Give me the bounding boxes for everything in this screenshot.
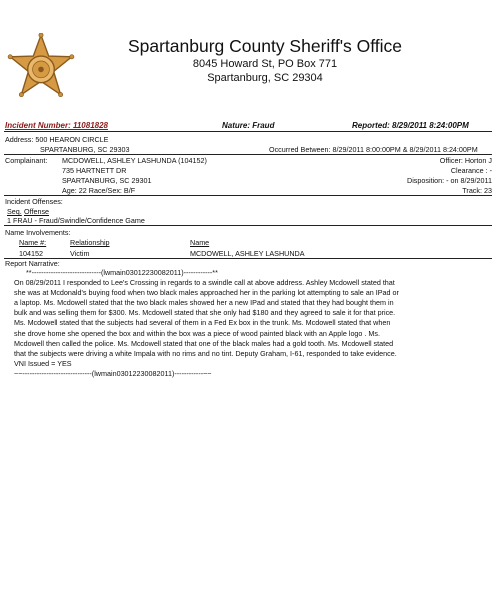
narrative-line: she was at Mcdonald's buying food when two black males approached her in the parking lot attempting to sale an IPad or	[14, 288, 399, 298]
offenses-heading: Incident Offenses:	[5, 197, 63, 206]
track: Track: 23	[462, 186, 492, 195]
officer: Officer: Horton J	[439, 156, 492, 165]
incident-reported: Reported: 8/29/2011 8:24:00PM	[352, 121, 469, 130]
involvement-name: MCDOWELL, ASHLEY LASHUNDA	[190, 249, 305, 258]
sheriff-star-badge-icon	[6, 33, 76, 103]
involvements-col-name: Name	[190, 238, 210, 247]
divider	[4, 195, 492, 196]
divider	[4, 154, 492, 155]
complainant-age-race: Age: 22 Race/Sex: B/F	[62, 186, 136, 195]
divider	[4, 258, 492, 259]
narrative-line: ~~-----------------------------(lwmain03012230082011)------------~~	[14, 368, 212, 378]
involvement-relationship: Victim	[70, 249, 90, 258]
incident-occurred: Occurred Between: 8/29/2011 8:00:00PM & 8/29/2011 8:24:00PM	[269, 145, 478, 154]
involvement-number: 104152	[19, 249, 43, 258]
agency-address-line2: Spartanburg, SC 29304	[207, 72, 323, 84]
clearance: Clearance : -	[450, 166, 492, 175]
narrative-line: that the subjects were driving a white Impala with no rims and no tint. Deputy Graham, I-61, responded to take evidence.	[14, 348, 397, 358]
narrative-line: Mcdowell then called the police. Ms. Mcdowell stated that one of the black males had a gold tooth. Ms. Mcdowell stated	[14, 338, 394, 348]
narrative-line: On 08/29/2011 I responded to Lee's Crossing in regards to a swindle call at above address. Ashley Mcdowell stated that	[14, 278, 395, 288]
incident-number: Incident Number: 11081828	[5, 121, 109, 130]
narrative-line: Ms. Mcdowell stated that the subjects had several of them in a Fed Ex box in the trunk. Ms. Mcdowell stated that when	[14, 318, 391, 328]
agency-address-line1: 8045 Howard St, PO Box 771	[192, 58, 338, 70]
disposition: Disposition: - on 8/29/2011	[407, 176, 492, 185]
narrative-line: she drove home she opened the box and within the box was a piece of wood painted black with an Apple logo . Ms.	[14, 328, 381, 338]
complainant-name: MCDOWELL, ASHLEY LASHUNDA (104152)	[62, 156, 207, 165]
offense-row: 1 FRAU - Fraud/Swindle/Confidence Game	[7, 216, 145, 225]
narrative-line: bulk and was selling them for $300. Ms. Mcdowell stated that she only had $180 and they agreed to sale it for that price.	[14, 308, 396, 318]
divider	[4, 225, 492, 226]
offenses-col-seq: Seq.	[7, 207, 22, 216]
narrative-text	[14, 268, 488, 379]
incident-nature: Nature: Fraud	[222, 121, 275, 130]
narrative-line: a laptop. Ms. Mcdowell stated that the two black males showed her a new IPad and stated that they had bought them in	[14, 298, 394, 308]
complainant-label: Complainant:	[5, 156, 48, 165]
incident-address: Address: 500 HEARON CIRCLE	[5, 135, 109, 144]
narrative-line: VNI Issued = YES	[14, 358, 72, 368]
complainant-street: 735 HARTNETT DR	[62, 166, 127, 175]
narrative-line: **-----------------------------(lwmain03012230082011)------------**	[26, 268, 218, 277]
complainant-city: SPARTANBURG, SC 29301	[62, 176, 152, 185]
divider	[4, 131, 492, 132]
incident-city: SPARTANBURG, SC 29303	[40, 145, 130, 154]
involvements-heading: Name Involvements:	[5, 228, 71, 237]
agency-title: Spartanburg County Sheriff's Office	[127, 36, 403, 56]
narrative-heading: Report Narrative:	[5, 259, 60, 268]
offenses-col-offense: Offense	[24, 207, 50, 216]
involvements-col-number: Name #:	[19, 238, 47, 247]
involvements-col-relationship: Relationship	[70, 238, 110, 247]
